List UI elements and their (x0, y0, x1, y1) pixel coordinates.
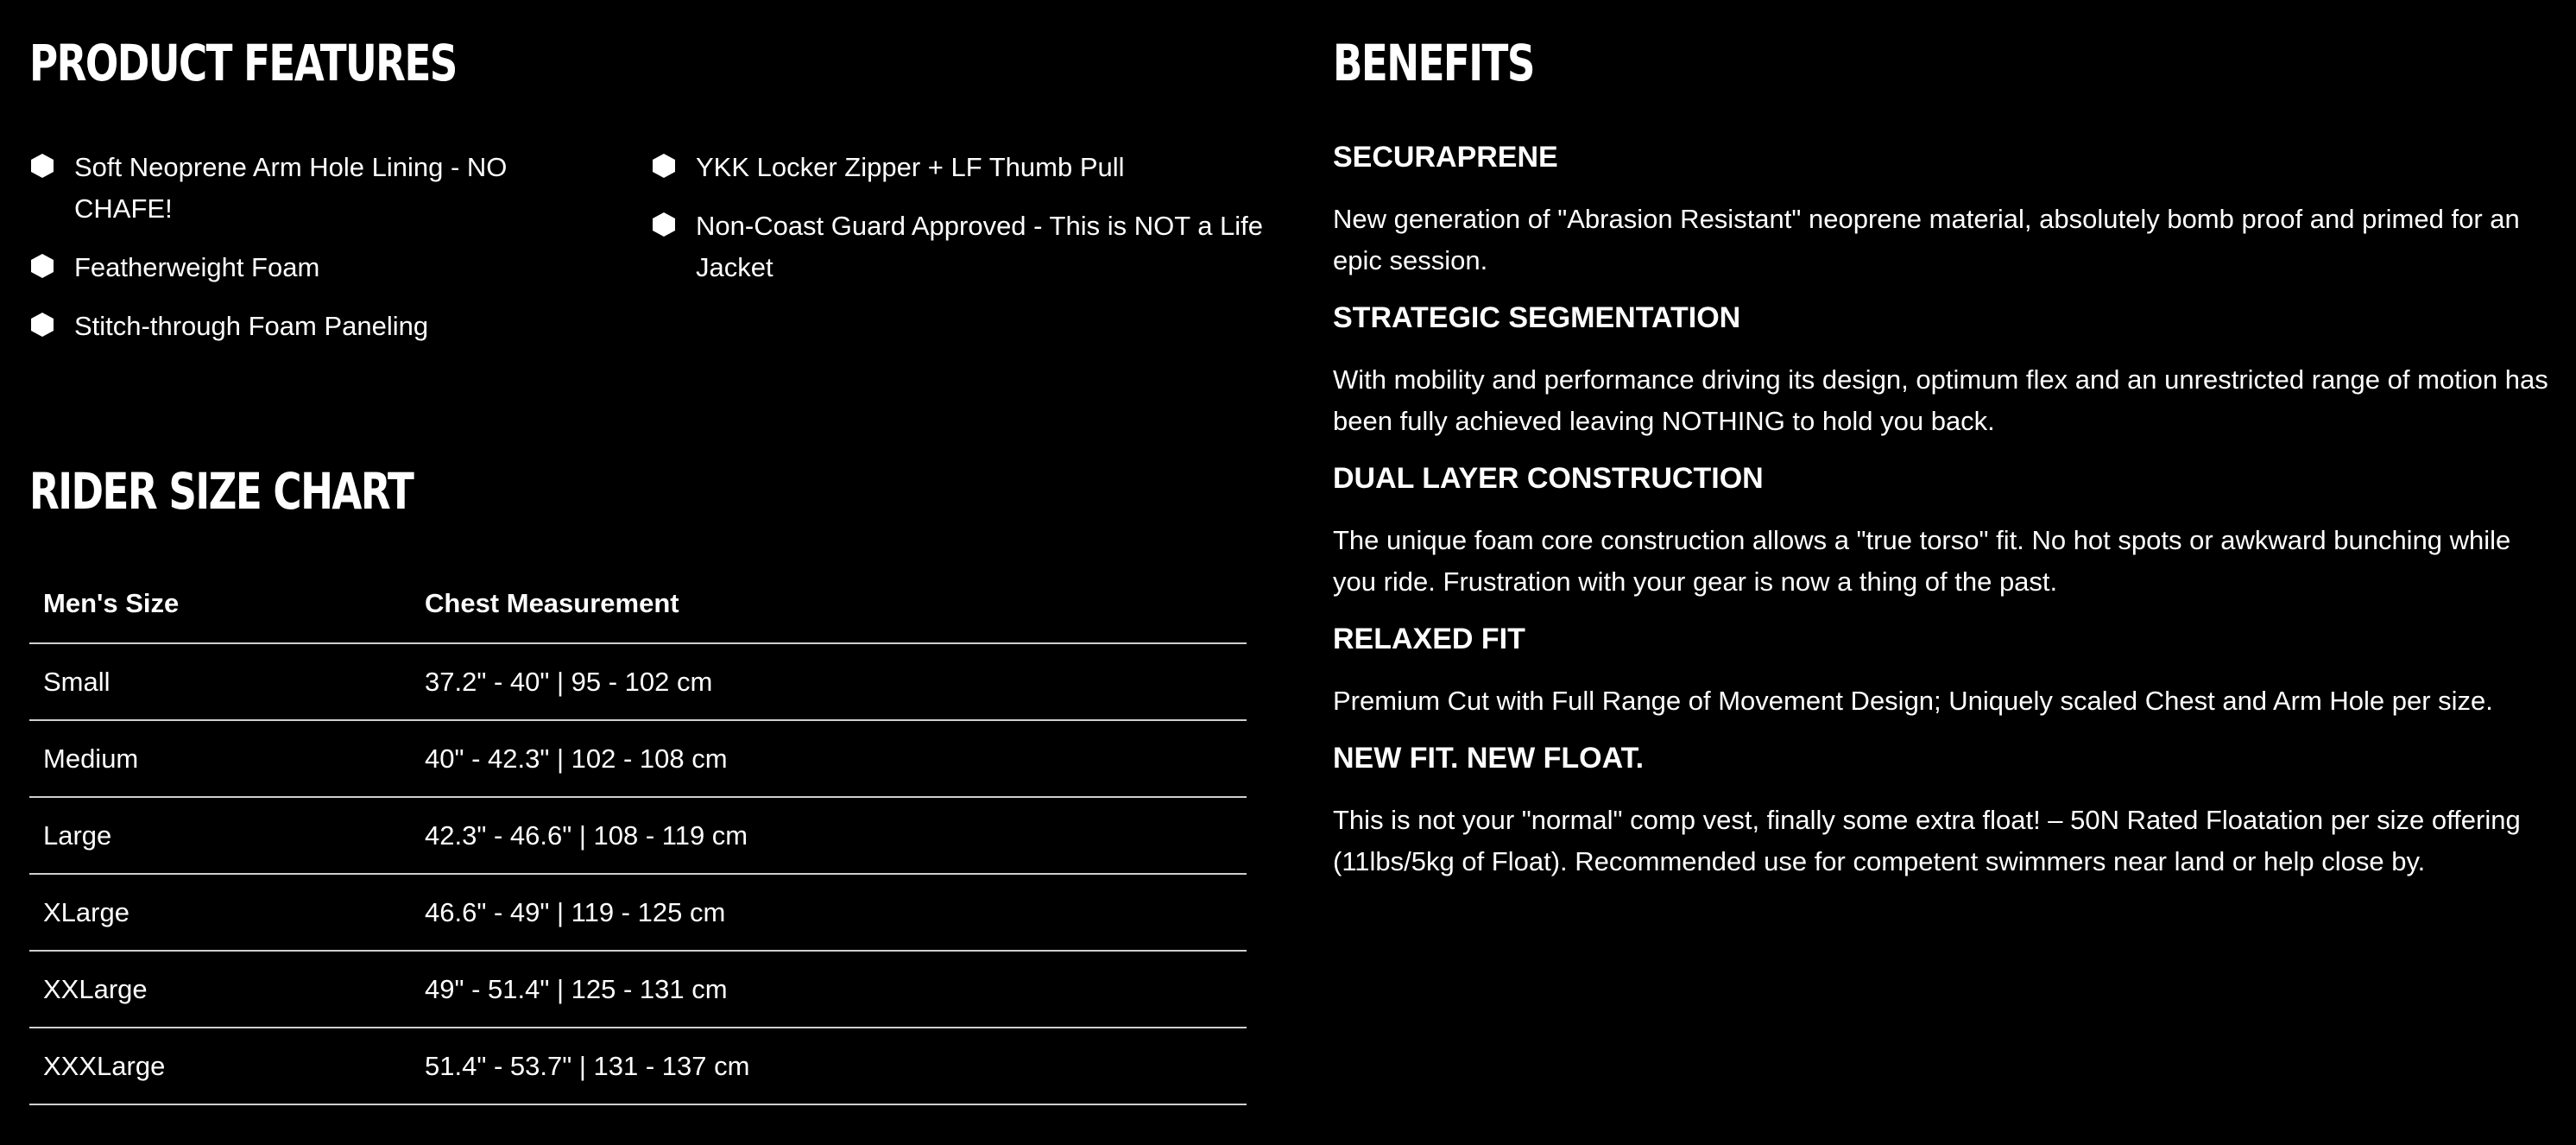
feature-item (651, 147, 1272, 188)
benefit-description: With mobility and performance driving its design, optimum flex and an unrestricted range of motion has been fully achieved leaving NOTHING to hold you back. (1333, 364, 2548, 436)
header-mens-size: Men's Size (29, 565, 411, 643)
feature-text: Stitch-through Foam Paneling (74, 311, 429, 341)
benefit-item (1333, 138, 2550, 282)
table-row (29, 720, 1247, 797)
product-features-title: PRODUCT FEATURES (29, 34, 457, 92)
feature-text: Featherweight Foam (74, 252, 320, 282)
benefit-item (1333, 459, 2550, 603)
size-cell: Large (29, 797, 411, 874)
feature-item (651, 206, 1272, 288)
feature-text: YKK Locker Zipper + LF Thumb Pull (696, 152, 1125, 182)
size-chart-table (29, 565, 1247, 1105)
features-column-2 (651, 147, 1272, 306)
feature-text: Non-Coast Guard Approved - This is NOT a Life Jacket (696, 211, 1264, 282)
table-row (29, 1028, 1247, 1104)
table-header-row (29, 565, 1247, 643)
hexagon-bullet-icon (31, 154, 54, 178)
benefit-title: NEW FIT. NEW FLOAT. (1333, 742, 1645, 775)
header-chest-measurement: Chest Measurement (411, 565, 1247, 643)
feature-item (29, 306, 565, 347)
feature-text: Soft Neoprene Arm Hole Lining - NO CHAFE! (74, 152, 508, 224)
size-cell: XXLarge (29, 951, 411, 1028)
hexagon-bullet-icon (31, 313, 54, 337)
benefits-list (1333, 138, 2550, 900)
table-row (29, 874, 1247, 951)
hexagon-bullet-icon (31, 254, 54, 278)
benefit-description: Premium Cut with Full Range of Movement Design; Uniquely scaled Chest and Arm Hole per size. (1333, 686, 2493, 716)
measurement-cell: 51.4" - 53.7" | 131 - 137 cm (411, 1028, 1247, 1104)
hexagon-bullet-icon (653, 154, 675, 178)
table-row (29, 643, 1247, 720)
benefit-item (1333, 299, 2550, 442)
benefit-item (1333, 739, 2550, 882)
rider-size-chart-title: RIDER SIZE CHART (29, 462, 414, 521)
benefit-title: DUAL LAYER CONSTRUCTION (1333, 462, 1764, 495)
table-row (29, 951, 1247, 1028)
benefit-title: SECURAPRENE (1333, 141, 1558, 174)
measurement-cell: 37.2" - 40" | 95 - 102 cm (411, 643, 1247, 720)
measurement-cell: 49" - 51.4" | 125 - 131 cm (411, 951, 1247, 1028)
measurement-cell: 40" - 42.3" | 102 - 108 cm (411, 720, 1247, 797)
features-column-1 (29, 147, 565, 364)
benefit-title: STRATEGIC SEGMENTATION (1333, 301, 1741, 334)
size-cell: XLarge (29, 874, 411, 951)
measurement-cell: 46.6" - 49" | 119 - 125 cm (411, 874, 1247, 951)
table-row (29, 797, 1247, 874)
size-cell: Medium (29, 720, 411, 797)
benefit-description: New generation of "Abrasion Resistant" neoprene material, absolutely bomb proof and primed for an epic session. (1333, 204, 2520, 275)
feature-item (29, 247, 565, 288)
benefit-item (1333, 620, 2550, 722)
size-cell: XXXLarge (29, 1028, 411, 1104)
measurement-cell: 42.3" - 46.6" | 108 - 119 cm (411, 797, 1247, 874)
hexagon-bullet-icon (653, 212, 675, 237)
benefit-description: This is not your "normal" comp vest, finally some extra float! – 50N Rated Floatation per size offering (11lbs/5kg of Float). Recommended use for competent swimmers near land or help close by. (1333, 805, 2521, 876)
benefit-title: RELAXED FIT (1333, 623, 1525, 655)
size-cell: Small (29, 643, 411, 720)
benefits-title: BENEFITS (1333, 34, 1534, 92)
benefit-description: The unique foam core construction allows a "true torso" fit. No hot spots or awkward bunching while you ride. Frustration with your gear is now a thing of the past. (1333, 525, 2511, 597)
feature-item (29, 147, 565, 230)
